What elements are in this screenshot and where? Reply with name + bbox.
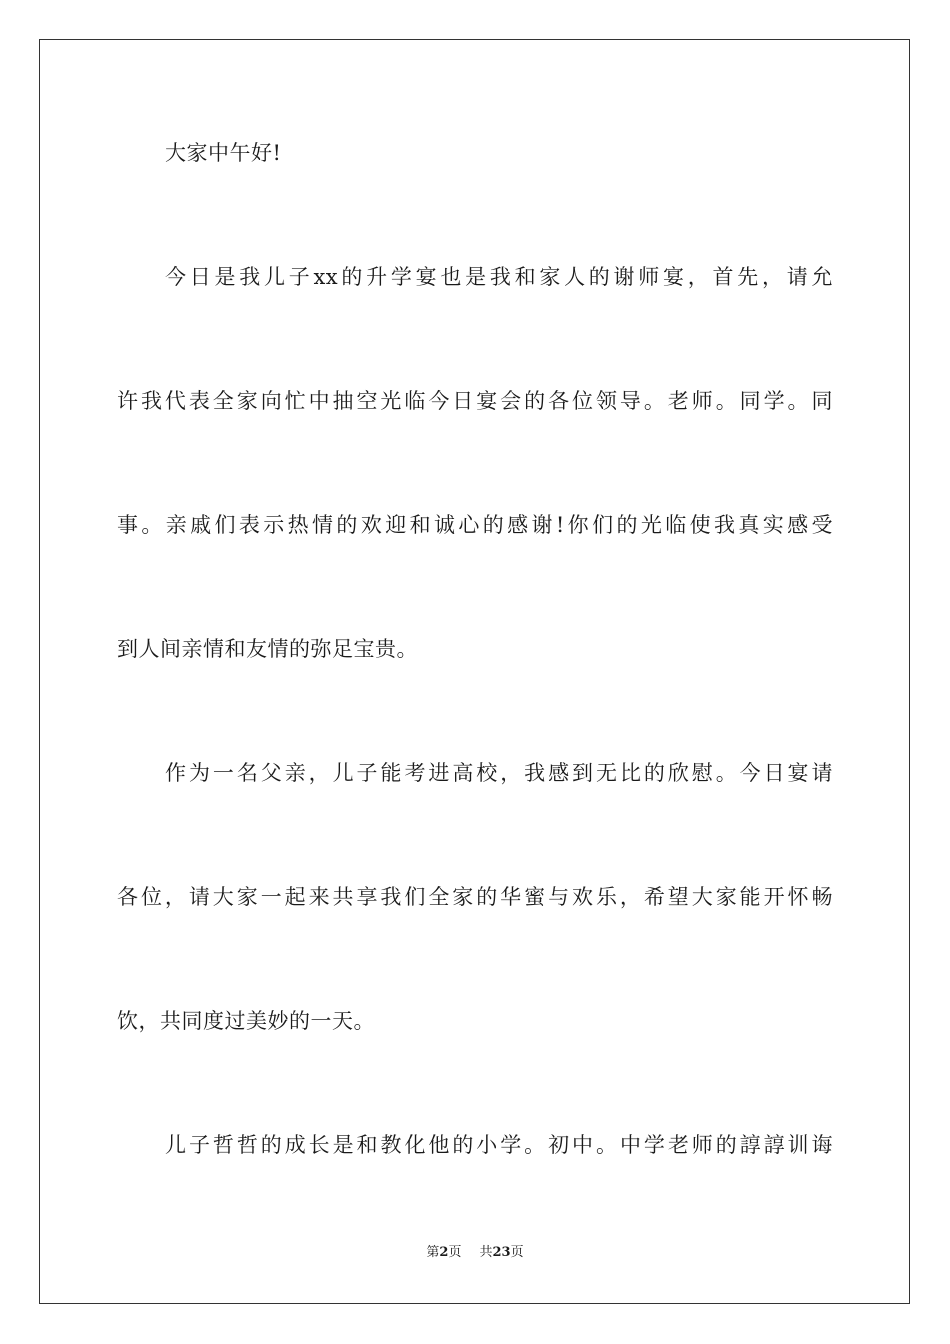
- total-prefix: 共: [479, 1245, 493, 1260]
- paragraph-line: 今日是我儿子xx的升学宴也是我和家人的谢师宴，首先，请允: [165, 265, 833, 289]
- page-footer: [0, 1244, 950, 1262]
- paragraph-line: 作为一名父亲，儿子能考进高校，我感到无比的欣慰。今日宴请: [165, 761, 833, 785]
- page-suffix: 页: [448, 1245, 462, 1260]
- paragraph-line: 许我代表全家向忙中抽空光临今日宴会的各位领导。老师。同学。同: [117, 389, 833, 413]
- paragraph-line: 事。亲戚们表示热情的欢迎和诚心的感谢!你们的光临使我真实感受: [117, 513, 833, 537]
- page-total: 23: [492, 1245, 511, 1260]
- paragraph-line: 到人间亲情和友情的弥足宝贵。: [117, 637, 418, 661]
- paragraph-line: 各位，请大家一起来共享我们全家的华蜜与欢乐，希望大家能开怀畅: [117, 885, 833, 909]
- total-suffix: 页: [510, 1245, 524, 1260]
- paragraph-line: 饮，共同度过美妙的一天。: [117, 1009, 375, 1033]
- page-border: [39, 39, 910, 1304]
- page-prefix: 第: [426, 1245, 440, 1260]
- paragraph-line-greeting: 大家中午好!: [165, 141, 282, 165]
- page-number: 2: [439, 1245, 449, 1260]
- paragraph-line: 儿子哲哲的成长是和教化他的小学。初中。中学老师的諄諄训诲: [165, 1133, 833, 1157]
